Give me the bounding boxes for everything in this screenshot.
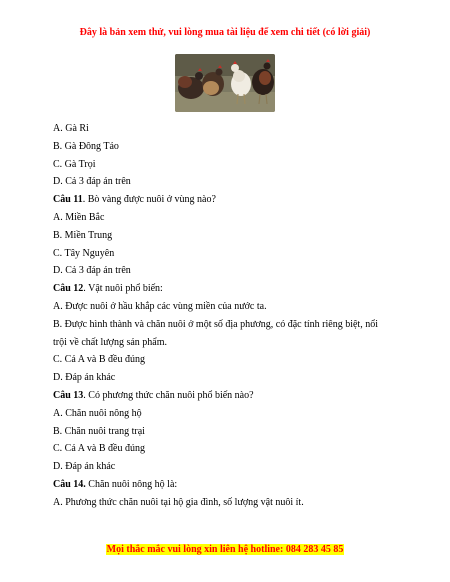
option-line: C. Tây Nguyên [53,247,115,259]
option-line: D. Cả 3 đáp án trên [53,176,131,188]
option-line: A. Gà Ri [53,123,89,134]
option-line: C. Gà Trọi [53,158,96,170]
question-list [53,120,413,512]
option-line: C. Cả A và B đều đúng [53,354,145,366]
option-line: trội về chất lượng sản phẩm. [53,336,168,348]
option-line: B. Miền Trung [53,229,113,241]
question-line: Câu 11. Bò vàng được nuôi ở vùng nào? [53,194,216,206]
option-line: D. Đáp án khác [53,372,116,384]
option-line: D. Cả 3 đáp án trên [53,265,131,277]
question-number: Câu 14. [53,478,86,490]
option-line: B. Được hình thành và chăn nuôi ở một số địa phương, có đặc tính riêng biệt, nổi [53,318,378,330]
option-line: A. Chăn nuôi nông hộ [53,407,142,419]
question-number: Câu 12 [53,283,84,295]
option-line: A. Được nuôi ở hầu khắp các vùng miền của nước ta. [53,300,267,312]
option-line: A. Phương thức chăn nuôi tại hộ gia đình, số lượng vật nuôi ít. [53,496,304,508]
hotline-text: Mọi thắc mắc vui lòng xin liên hệ hotline: 084 283 45 85 [106,544,344,555]
option-line: B. Gà Đông Tảo [53,140,119,152]
preview-notice: Đây là bản xem thử, vui lòng mua tài liệu để xem chi tiết (có lời giải) [79,27,371,38]
question-line: Câu 12. Vật nuôi phổ biến: [53,283,163,295]
option-line: B. Chăn nuôi trang trại [53,425,145,437]
question-number: Câu 13 [53,389,84,401]
option-line: A. Miền Bắc [53,211,105,223]
option-line: C. Cả A và B đều đúng [53,443,145,455]
question-number: Câu 11 [53,194,83,206]
chicken-photo [175,54,275,112]
question-line: Câu 14. Chăn nuôi nông hộ là: [53,478,178,490]
option-line: D. Đáp án khác [53,461,116,473]
hotline-notice [0,543,450,557]
question-line: Câu 13. Có phương thức chăn nuôi phổ biến nào? [53,389,254,401]
